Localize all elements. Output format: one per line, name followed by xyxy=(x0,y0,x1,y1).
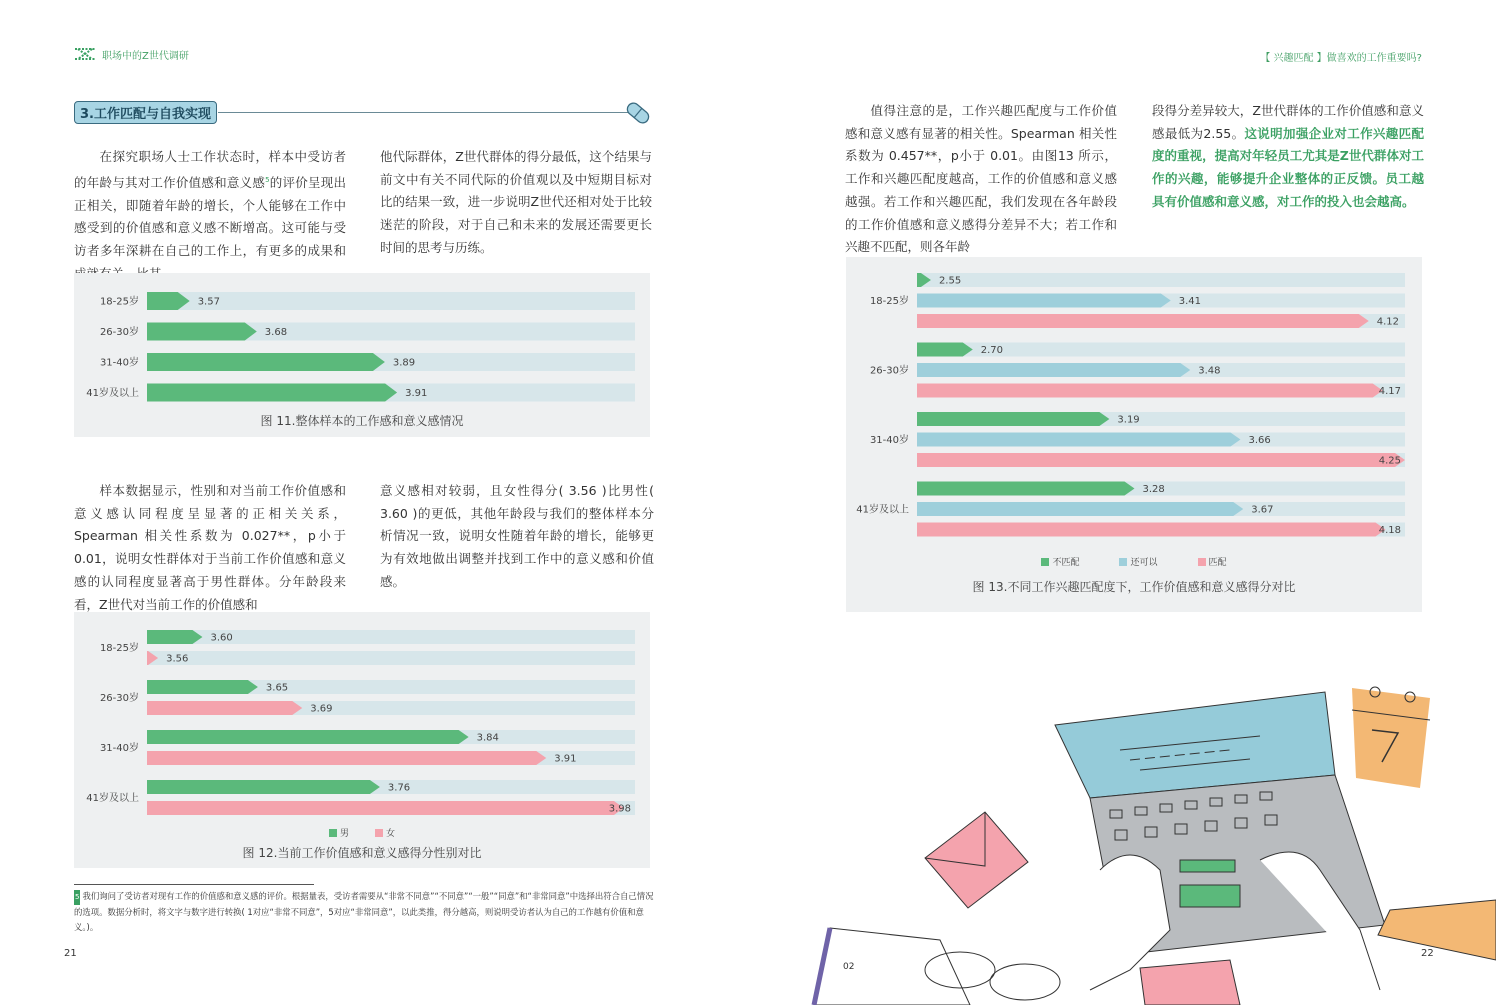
paragraph-1-col-2: 他代际群体，Z世代群体的得分最低，这个结果与前文中有关不同代际的价值观以及中短期目标对比的结果一致，进一步说明Z世代还相对处于比较迷茫的阶段，对于自己和未来的发展还需要更长时间的思考与历练。 xyxy=(380,149,652,255)
category-label: 26-30岁 xyxy=(99,327,139,338)
bar xyxy=(917,453,1405,467)
category-label: 26-30岁 xyxy=(99,693,139,704)
data-label: 4.17 xyxy=(1378,386,1401,397)
header-right-title: 【 兴趣匹配 】做喜欢的工作重要吗? xyxy=(1260,53,1422,64)
bar xyxy=(917,523,1385,537)
bar xyxy=(917,384,1383,398)
header-left-title: 职场中的Z世代调研 xyxy=(102,50,189,62)
bar xyxy=(147,353,385,371)
data-label: 4.12 xyxy=(1376,316,1400,328)
page-number-right: 22 xyxy=(1421,948,1434,959)
data-label: 2.55 xyxy=(938,275,962,287)
bar xyxy=(917,314,1369,328)
data-label: 3.84 xyxy=(476,732,499,744)
legend-item-female: 女 xyxy=(375,826,395,839)
data-label: 4.25 xyxy=(1378,455,1401,467)
folder-icon xyxy=(1378,900,1496,960)
capsule-icon xyxy=(622,98,654,128)
footnote-ref: 5 xyxy=(265,175,270,184)
bar xyxy=(147,323,257,341)
bar xyxy=(917,343,973,357)
footnote xyxy=(74,889,654,935)
data-label: 3.66 xyxy=(1248,435,1271,446)
data-label: 3.76 xyxy=(387,782,411,794)
data-label: 3.48 xyxy=(1198,365,1221,377)
data-label: 3.60 xyxy=(210,632,233,644)
legend-item-male: 男 xyxy=(329,826,349,839)
data-label: 3.91 xyxy=(554,753,577,765)
category-label: 31-40岁 xyxy=(869,435,909,446)
svg-text:02: 02 xyxy=(843,962,855,972)
category-label: 31-40岁 xyxy=(99,743,139,754)
envelope-icon xyxy=(925,812,1028,908)
legend-item-match: 匹配 xyxy=(1198,555,1227,568)
section-divider xyxy=(218,112,628,113)
data-label: 3.89 xyxy=(392,357,416,369)
chart-11-title: 图 11.整体样本的工作感和意义感情况 xyxy=(260,414,464,428)
header-left xyxy=(74,46,189,62)
data-label: 3.65 xyxy=(265,682,289,694)
bar xyxy=(917,412,1109,426)
bar-track xyxy=(147,292,635,310)
paragraph-3-col-2: 段得分差异较大，Z世代群体的工作价值感和意义感最低为2.55。这说明加强企业对工作兴趣匹配度的重视，提高对年轻员工尤其是Z世代群体对工作的兴趣，能够提升企业整体的正反馈。员工越具有价值感和意义感，对工作的投入也会越高。 xyxy=(1152,103,1424,209)
category-label: 41岁及以上 xyxy=(856,504,909,516)
desk-illustration xyxy=(800,670,1496,1005)
paragraph-2-col-1: 样本数据显示，性别和对当前工作价值感和意义感认同程度呈显著的正相关关系，Spearman 相关性系数为 0.027**，p小于 0.01，说明女性群体对于当前工作价值感和意义感的认同程度显著高于男性群体。分年龄段来看，Z世代对当前工作的价值感和 xyxy=(74,483,346,612)
bar xyxy=(147,751,546,765)
legend-item-ok: 还可以 xyxy=(1119,555,1157,568)
category-label: 18-25岁 xyxy=(99,643,139,654)
legend-item-mismatch: 不匹配 xyxy=(1041,555,1079,568)
category-label: 41岁及以上 xyxy=(86,388,139,399)
bar xyxy=(917,502,1243,516)
bar xyxy=(147,801,624,815)
calendar-icon xyxy=(1352,687,1430,788)
data-label: 3.68 xyxy=(264,327,288,338)
paragraph-3-col-1: 值得注意的是，工作兴趣匹配度与工作价值感和意义感有显著的相关性。Spearman 相关性系数为 0.457**，p小于 0.01。由图13 所示，工作和兴趣匹配度越高，工作的价值感和意义感越强。若工作和兴趣匹配，我们发现在各年龄段的工作价值感和意义感得分差异不大；若工作和兴趣不匹配，则各年龄 xyxy=(845,103,1117,255)
category-label: 18-25岁 xyxy=(869,296,909,307)
chart-13-title: 图 13.不同工作兴趣匹配度下，工作价值感和意义感得分对比 xyxy=(972,580,1296,594)
chart-12-legend xyxy=(74,826,650,839)
category-label: 26-30岁 xyxy=(869,365,909,377)
sticky-note-icon xyxy=(1140,960,1240,1005)
data-label: 3.57 xyxy=(197,296,220,308)
data-label: 3.56 xyxy=(166,653,189,665)
chart-13 xyxy=(846,257,1422,612)
data-label: 3.19 xyxy=(1117,414,1140,426)
bar xyxy=(147,630,202,644)
data-label: 3.41 xyxy=(1178,296,1202,307)
data-label: 4.18 xyxy=(1378,525,1401,536)
data-label: 3.28 xyxy=(1142,484,1165,495)
data-label: 2.70 xyxy=(980,345,1004,356)
paragraph-2-col-2: 意义感相对较弱，且女性得分( 3.56 )比男性( 3.60 )的更低，其他年龄段与我们的整体样本分析情况一致，说明女性随着年龄的增长，能够更为有效地做出调整并找到工作中的意义感和价值感。 xyxy=(380,483,654,589)
page-number-left: 21 xyxy=(64,948,77,959)
category-label: 18-25岁 xyxy=(99,296,139,308)
bar xyxy=(917,294,1171,308)
notebook-icon xyxy=(814,928,970,1005)
chart-12-title: 图 12.当前工作价值感和意义感得分性别对比 xyxy=(242,846,482,860)
data-label: 3.69 xyxy=(310,703,333,715)
footnote-mark: 5 xyxy=(74,890,80,905)
bar xyxy=(917,433,1240,447)
highlighted-text: 这说明加强企业对工作兴趣匹配度的重视，提高对年轻员工尤其是Z世代群体对工作的兴趣，能够提升企业整体的正反馈。员工越具有价值感和意义感，对工作的投入也会越高。 xyxy=(1152,125,1424,209)
data-label: 3.91 xyxy=(405,388,428,399)
bar xyxy=(147,730,469,744)
laptop-icon xyxy=(1055,692,1385,990)
chart-12 xyxy=(74,612,650,868)
bar-track xyxy=(147,651,635,665)
bar-track xyxy=(917,273,1405,287)
footnote-text: 我们询问了受访者对现有工作的价值感和意义感的评价。根据量表，受访者需要从“非常不同意”“不同意”“一般”“同意”和“非常同意”中选择出符合自己情况的选项。数据分析时，将文字与数字进行转换( 1对应“非常不同意”，5对应“非常同意”，以此类推，得分越高，则说明受访者认为自己的工作越有价值和意义。)。 xyxy=(74,891,654,932)
paragraph-1-col-1: 在探究职场人士工作状态时，样本中受访者的年龄与其对工作价值感和意义感$^5$的评价呈现出正相关，即随着年龄的增长，个人能够在工作中感受到的价值感和意义感不断增高。这可能与受访者多年深耕在自己的工作上，有更多的成果和 xyxy=(74,149,346,258)
report-logo-icon xyxy=(74,46,96,62)
chart-11 xyxy=(74,273,650,437)
chart-13-legend xyxy=(846,555,1422,568)
footnote-divider xyxy=(74,884,314,885)
section-title: 3.工作匹配与自我实现 xyxy=(74,101,217,124)
bar xyxy=(147,701,302,715)
bar xyxy=(147,680,258,694)
bar xyxy=(147,384,397,402)
bar xyxy=(147,780,380,794)
category-label: 31-40岁 xyxy=(99,357,139,369)
data-label: 3.67 xyxy=(1251,504,1274,516)
bar xyxy=(917,363,1190,377)
bar xyxy=(917,482,1135,496)
category-label: 41岁及以上 xyxy=(86,793,139,804)
data-label: 3.98 xyxy=(608,803,631,815)
